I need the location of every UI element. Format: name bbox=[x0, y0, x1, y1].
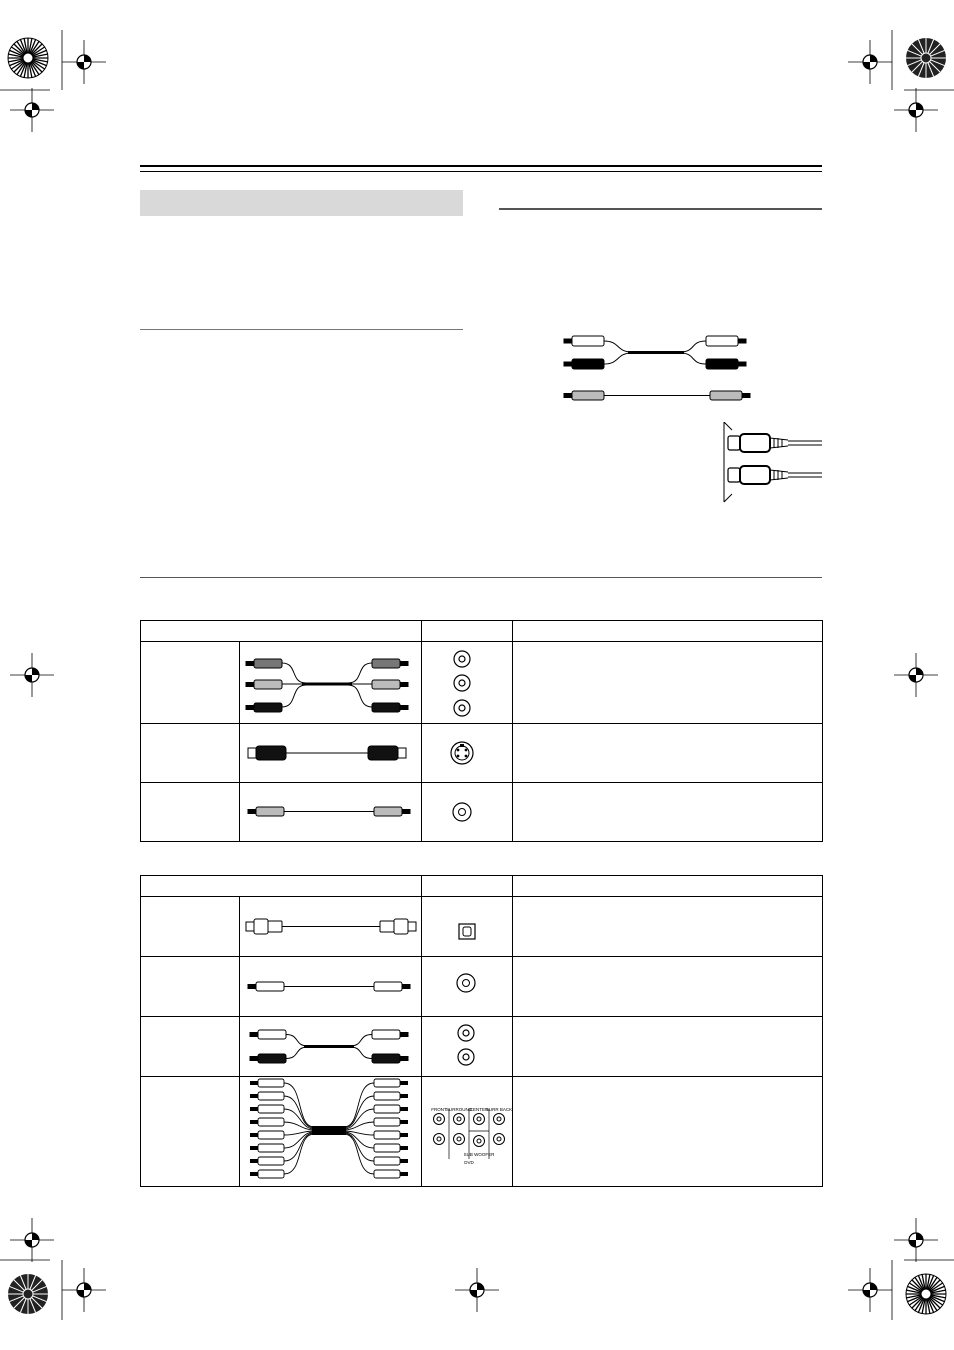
crosshair-mark bbox=[848, 1268, 892, 1312]
s-video-jack-icon bbox=[422, 724, 513, 783]
row-label bbox=[141, 897, 240, 957]
stereo-rca-jack-icon bbox=[422, 1017, 513, 1077]
panel-label-subwoofer: SUB WOOFER bbox=[463, 1152, 495, 1157]
optical-jack-icon bbox=[422, 897, 513, 957]
row-label bbox=[141, 1077, 240, 1187]
header-signal bbox=[141, 621, 422, 642]
row-description bbox=[513, 783, 823, 842]
crosshair-mark bbox=[10, 653, 54, 697]
row-label bbox=[141, 724, 240, 783]
audio-connection-table bbox=[140, 875, 823, 1187]
row-label bbox=[141, 1017, 240, 1077]
stereo-rca-cable-icon bbox=[240, 1017, 422, 1077]
multichannel-cable-icon bbox=[240, 1077, 422, 1187]
panel-label-front: FRONT bbox=[431, 1107, 447, 1112]
right-heading-rule bbox=[499, 208, 822, 210]
row-label bbox=[141, 957, 240, 1017]
left-subsection-rule bbox=[140, 329, 463, 330]
rca-jack-icon bbox=[422, 783, 513, 842]
row-description bbox=[513, 642, 823, 724]
row-description bbox=[513, 957, 823, 1017]
crosshair-mark bbox=[894, 653, 938, 697]
panel-label-surround: SURROUND bbox=[445, 1107, 473, 1112]
video-connection-table bbox=[140, 620, 823, 842]
section-bar bbox=[140, 190, 463, 216]
row-description bbox=[513, 897, 823, 957]
sunburst-mark-top-right bbox=[906, 38, 946, 78]
multichannel-jack-panel-icon bbox=[422, 1077, 513, 1187]
table-header-row bbox=[141, 621, 823, 642]
crosshair-mark bbox=[10, 1218, 54, 1262]
sunburst-mark-bottom-left bbox=[8, 1274, 48, 1314]
coaxial-cable-icon bbox=[240, 957, 422, 1017]
crosshair-mark bbox=[894, 88, 938, 132]
triple-rca-cable-icon bbox=[240, 642, 422, 724]
section-divider bbox=[140, 577, 822, 578]
header-rule-thick bbox=[140, 165, 822, 167]
optical-cable-icon bbox=[240, 897, 422, 957]
panel-label-surr-back: SURR BACK bbox=[485, 1107, 513, 1112]
row-description bbox=[513, 724, 823, 783]
crosshair-mark bbox=[62, 1268, 106, 1312]
row-description bbox=[513, 1017, 823, 1077]
crosshair-mark bbox=[894, 1218, 938, 1262]
s-video-cable-icon bbox=[240, 724, 422, 783]
table-row bbox=[141, 1077, 823, 1187]
crosshair-mark bbox=[455, 1268, 499, 1312]
coaxial-jack-icon bbox=[422, 957, 513, 1017]
header-jack bbox=[422, 876, 513, 897]
table-header-row bbox=[141, 876, 823, 897]
sunburst-mark-top-left bbox=[8, 38, 48, 78]
triple-rca-jack-icon bbox=[422, 642, 513, 724]
row-label bbox=[141, 642, 240, 724]
crosshair-mark bbox=[62, 40, 106, 84]
header-jack bbox=[422, 621, 513, 642]
crosshair-mark bbox=[848, 40, 892, 84]
table-row bbox=[141, 642, 823, 724]
panel-label-dvd: DVD bbox=[464, 1160, 474, 1165]
sunburst-mark-bottom-right bbox=[906, 1274, 946, 1314]
table-row bbox=[141, 1017, 823, 1077]
header-description bbox=[513, 621, 823, 642]
header-description bbox=[513, 876, 823, 897]
crosshair-mark bbox=[10, 88, 54, 132]
table-row bbox=[141, 957, 823, 1017]
plug-closeup-illustration bbox=[718, 422, 822, 506]
stereo-cable-illustration bbox=[560, 330, 760, 410]
single-rca-cable-icon bbox=[240, 783, 422, 842]
row-description bbox=[513, 1077, 823, 1187]
table-row bbox=[141, 783, 823, 842]
table-row bbox=[141, 897, 823, 957]
panel-label-center: CENTER bbox=[469, 1107, 489, 1112]
row-label bbox=[141, 783, 240, 842]
header-rule-thin bbox=[140, 171, 822, 172]
table-row bbox=[141, 724, 823, 783]
header-signal bbox=[141, 876, 422, 897]
